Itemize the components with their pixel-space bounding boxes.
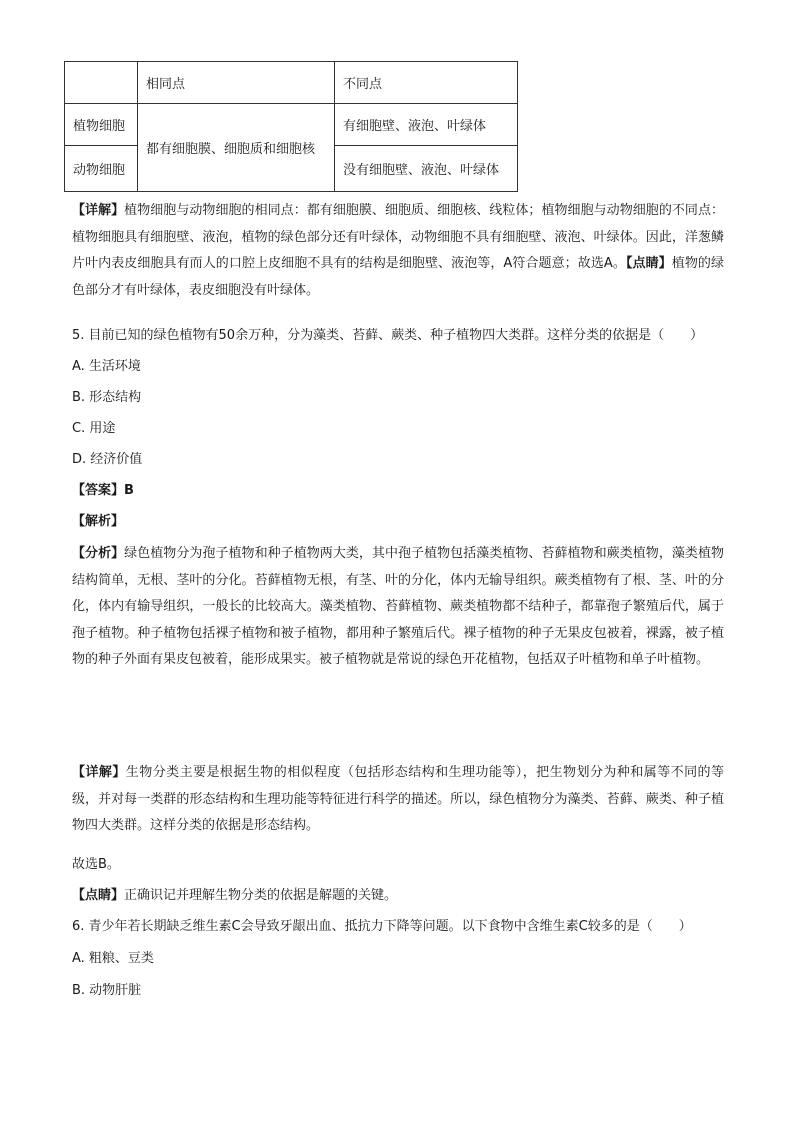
q6-option-a: A. 粗粮、豆类 [72,951,154,966]
q5-option-d: D. 经济价值 [72,452,143,467]
row-label-animal: 动物细胞 [65,146,138,192]
table-row-plant [65,104,518,146]
q5-tip-text: 正确识记并理解生物分类的依据是解题的关键。 [124,888,398,903]
q4-tip-text: 植物的绿色部分才有叶绿体，表皮细胞没有叶绿体。 [72,256,724,298]
table-header-diff: 不同点 [335,62,518,104]
q5-tip-line [72,883,724,909]
q6-option-b: B. 动物肝脏 [72,983,142,998]
q5-answer: 【答案】B [72,483,134,498]
q5-fenxi-text: 绿色植物分为孢子植物和种子植物两大类，其中孢子植物包括藻类植物、苔藓植物和蕨类植物，藻类植物结构简单，无根、茎叶的分化。苔藓植物无根，有茎、叶的分化，体内无输导组织。蕨类植物有了根、茎、叶的分化，体内有输导组织，一般长的比较高大。藻类植物、苔藓植物、蕨类植物都不结种子，都靠孢子繁殖后代，属于孢子植物。种子植物包括裸子植物和被子植物，都用种子繁殖后代。裸子植物的种子无果皮包被着，裸露，被子植物的种子外面有果皮包被着，能形成果实。被子植物就是常说的绿色开花植物，包括双子叶植物和单子叶植物。 [72,546,724,667]
comparison-table [64,61,518,192]
q5-option-c: C. 用途 [72,421,116,436]
table-header-cell-empty [65,62,138,104]
q4-detail-text: 植物细胞与动物细胞的相同点：都有细胞膜、细胞质、细胞核、线粒体；植物细胞与动物细胞的不同点：植物细胞具有细胞壁、液泡，植物的绿色部分还有叶绿体，动物细胞不具有细胞壁、液泡、叶绿体。因此，洋葱鳞片叶内表皮细胞具有而人的口腔上皮细胞不具有的结构是细胞壁、液泡等，A符合题意；故选A。 [72,203,724,271]
q5-tip-tag: 【点睛】 [72,888,125,903]
q4-detail-tag: 【详解】 [72,203,125,218]
q5-detail-paragraph [72,760,724,840]
q5-option-a: A. 生活环境 [72,359,141,374]
q5-choose: 故选B。 [72,857,120,872]
q5-fenxi-paragraph [72,541,724,674]
q4-tip-tag: 【点睛】 [625,256,672,271]
q5-detail-text: 生物分类主要是根据生物的相似程度（包括形态结构和生理功能等），把生物划分为种和属等不同的等级，并对每一类群的形态结构和生理功能等特征进行科学的描述。所以，绿色植物分为藻类、苔藓、蕨类、种子植物四大类群。这样分类的依据是形态结构。 [72,765,724,833]
row-label-plant: 植物细胞 [65,104,138,146]
table-header-common: 相同点 [138,62,335,104]
q5-option-b: B. 形态结构 [72,390,142,405]
q5-analysis-tag: 【解析】 [72,514,125,529]
plant-diff-cell: 有细胞壁、液泡、叶绿体 [335,104,518,146]
q5-fenxi-tag: 【分析】 [72,546,125,561]
q5-stem: 5. 目前已知的绿色植物有50余万种，分为藻类、苔藓、蕨类、种子植物四大类群。这样分类的依据是（ ） [72,328,704,343]
table-header-row [65,62,518,104]
q4-detail-paragraph [72,198,724,304]
q5-detail-tag: 【详解】 [72,765,126,780]
common-points-cell: 都有细胞膜、细胞质和细胞核 [138,104,335,192]
q6-stem: 6. 青少年若长期缺乏维生素C会导致牙龈出血、抵抗力下降等问题。以下食物中含维生素C较多的是（ ） [72,919,692,934]
animal-diff-cell: 没有细胞壁、液泡、叶绿体 [335,146,518,192]
